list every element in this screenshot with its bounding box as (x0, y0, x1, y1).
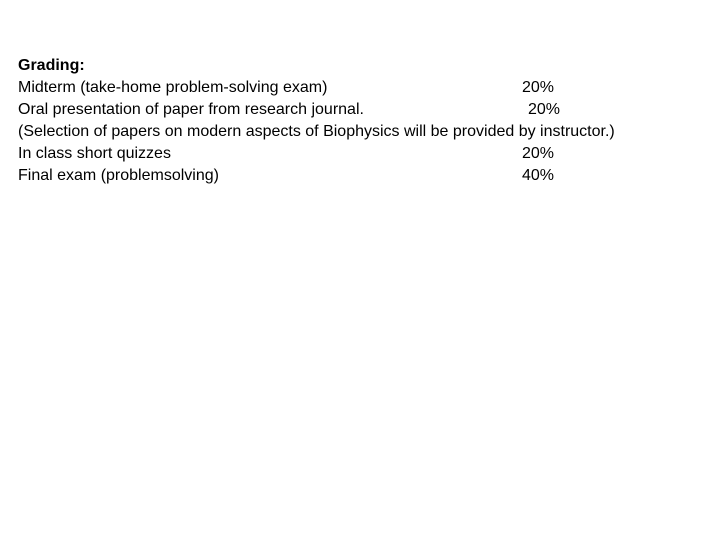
grading-item-oral-presentation (18, 99, 708, 121)
grading-note: (Selection of papers on modern aspects of Biophysics will be provided by instructor.) (18, 123, 615, 140)
grading-item-final-exam (18, 165, 708, 187)
grading-item-quizzes (18, 143, 708, 165)
grading-heading: Grading: (18, 57, 85, 74)
grading-text-block (18, 55, 708, 187)
grading-item-percent: 20% (528, 101, 561, 118)
grading-item-label: Midterm (take-home problem-solving exam) (18, 79, 328, 96)
grading-item-label: In class short quizzes (18, 145, 171, 162)
grading-item-percent: 40% (522, 167, 555, 184)
grading-item-label: Oral presentation of paper from research journal. (18, 101, 364, 118)
grading-item-percent: 20% (522, 79, 555, 96)
grading-item-label: Final exam (problemsolving) (18, 167, 219, 184)
grading-item-midterm (18, 77, 708, 99)
grading-item-percent: 20% (522, 145, 555, 162)
